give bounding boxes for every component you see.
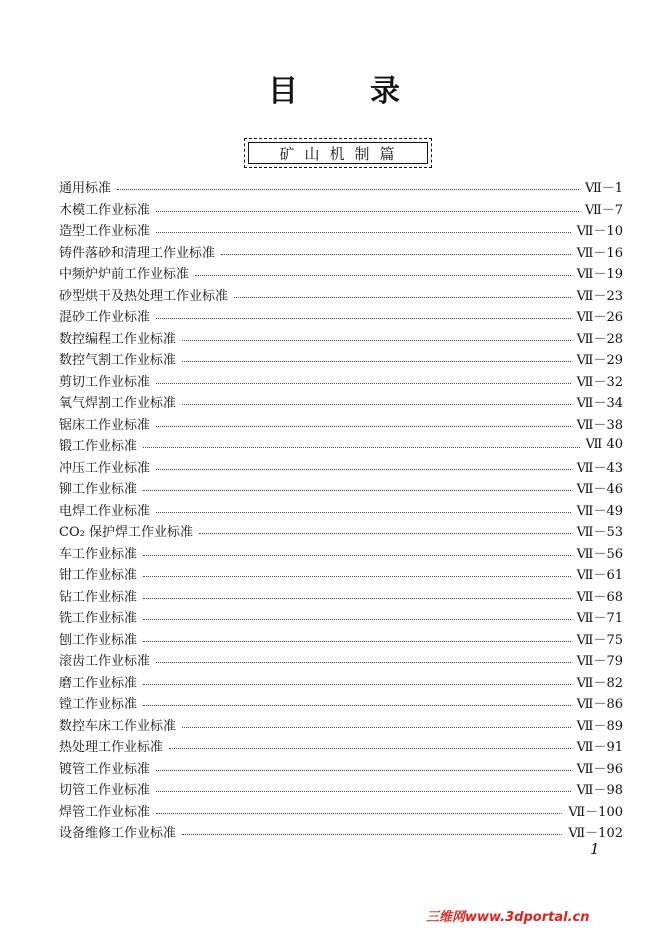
toc-entry-page: Ⅶ－28 xyxy=(576,331,623,347)
toc-entry-label: 氧气焊割工作业标准 xyxy=(59,396,177,412)
toc-entry-page: Ⅶ－32 xyxy=(576,374,623,390)
toc-entry[interactable] xyxy=(59,434,623,456)
dot-leader xyxy=(156,383,571,384)
toc-entry-label: 钻工作业标准 xyxy=(59,589,138,605)
toc-entry[interactable] xyxy=(59,735,623,757)
toc-entry-label: 木模工作业标准 xyxy=(59,202,151,218)
dot-leader xyxy=(143,555,571,556)
dot-leader xyxy=(117,189,579,190)
dot-leader xyxy=(234,297,571,298)
toc-entry-page: Ⅶ－26 xyxy=(576,310,623,326)
toc-entry[interactable] xyxy=(59,413,623,435)
dot-leader xyxy=(221,254,571,255)
toc-entry-page: Ⅶ－75 xyxy=(576,632,623,648)
toc-entry[interactable] xyxy=(59,585,623,607)
toc-entry[interactable] xyxy=(59,305,623,327)
toc-entry[interactable] xyxy=(59,284,623,306)
toc-entry-label: 车工作业标准 xyxy=(59,546,138,562)
toc-entry[interactable] xyxy=(59,370,623,392)
dot-leader xyxy=(182,727,571,728)
dot-leader xyxy=(169,748,571,749)
toc-entry-page: Ⅶ－19 xyxy=(576,267,623,283)
toc-entry-label: 热处理工作业标准 xyxy=(59,740,164,756)
dot-leader xyxy=(156,211,579,212)
toc-entry[interactable] xyxy=(59,671,623,693)
page-number: 1 xyxy=(590,840,600,858)
toc-entry-page: Ⅶ－34 xyxy=(576,396,623,412)
toc-entry-page: Ⅶ－68 xyxy=(576,589,623,605)
toc-entry-page: Ⅶ－23 xyxy=(576,288,623,304)
toc-entry-page: Ⅶ－91 xyxy=(576,740,623,756)
dot-leader xyxy=(156,662,571,663)
toc-entry-page: Ⅶ－43 xyxy=(576,460,623,476)
dot-leader xyxy=(182,404,571,405)
toc-entry[interactable] xyxy=(59,198,623,220)
table-of-contents xyxy=(59,176,623,843)
toc-entry[interactable] xyxy=(59,757,623,779)
toc-entry[interactable] xyxy=(59,348,623,370)
toc-entry-page: Ⅶ－10 xyxy=(576,224,623,240)
toc-entry-label: 铣工作业标准 xyxy=(59,611,138,627)
toc-entry-label: 锯床工作业标准 xyxy=(59,417,151,433)
toc-entry-label: 通用标准 xyxy=(59,181,112,197)
toc-entry[interactable] xyxy=(59,499,623,521)
title-char-1: 目 xyxy=(268,74,300,109)
dot-leader xyxy=(182,361,571,362)
toc-entry[interactable] xyxy=(59,262,623,284)
toc-entry-page: Ⅶ－79 xyxy=(576,654,623,670)
page-title xyxy=(0,66,670,110)
toc-entry-label: 钳工作业标准 xyxy=(59,568,138,584)
toc-entry[interactable] xyxy=(59,176,623,198)
dot-leader xyxy=(156,232,571,233)
dot-leader xyxy=(182,834,562,835)
toc-entry-page: Ⅶ－1 xyxy=(584,181,623,197)
dot-leader xyxy=(156,770,571,771)
toc-entry[interactable] xyxy=(59,563,623,585)
toc-entry-page: Ⅶ－16 xyxy=(576,245,623,261)
toc-entry-page: Ⅶ－46 xyxy=(576,482,623,498)
toc-entry-label: 焊管工作业标准 xyxy=(59,804,151,820)
dot-leader xyxy=(143,619,571,620)
toc-entry-label: 数控编程工作业标准 xyxy=(59,331,177,347)
dot-leader xyxy=(143,684,571,685)
title-char-2: 录 xyxy=(370,74,402,109)
toc-entry[interactable] xyxy=(59,628,623,650)
toc-entry-page: Ⅶ－98 xyxy=(576,783,623,799)
toc-entry-label: 刨工作业标准 xyxy=(59,632,138,648)
toc-entry-label: 数控气割工作业标准 xyxy=(59,353,177,369)
toc-entry[interactable] xyxy=(59,692,623,714)
toc-entry[interactable] xyxy=(59,714,623,736)
toc-entry-page: Ⅶ－7 xyxy=(584,202,623,218)
toc-entry[interactable] xyxy=(59,456,623,478)
dot-leader xyxy=(199,533,571,534)
toc-entry-page: Ⅶ－53 xyxy=(576,525,623,541)
toc-entry-label: 锻工作业标准 xyxy=(59,439,138,455)
toc-entry-label: CO₂ 保护焊工作业标准 xyxy=(59,525,193,541)
dot-leader xyxy=(195,275,571,276)
toc-entry[interactable] xyxy=(59,800,623,822)
watermark: 三维网www.3dportal.cn xyxy=(426,910,590,925)
toc-entry-label: 造型工作业标准 xyxy=(59,224,151,240)
dot-leader xyxy=(156,813,562,814)
toc-entry-page: Ⅶ－29 xyxy=(576,353,623,369)
toc-entry-label: 切管工作业标准 xyxy=(59,783,151,799)
toc-entry[interactable] xyxy=(59,778,623,800)
toc-entry-page: Ⅶ－38 xyxy=(576,417,623,433)
toc-entry-page: Ⅶ－86 xyxy=(576,697,623,713)
toc-entry-label: 冲压工作业标准 xyxy=(59,460,151,476)
toc-entry-label: 设备维修工作业标准 xyxy=(59,826,177,842)
toc-entry[interactable] xyxy=(59,327,623,349)
dot-leader xyxy=(143,598,571,599)
toc-entry[interactable] xyxy=(59,821,623,843)
toc-entry-page: Ⅶ－61 xyxy=(576,568,623,584)
toc-entry[interactable] xyxy=(59,520,623,542)
toc-entry-label: 铸件落砂和清理工作业标准 xyxy=(59,245,216,261)
dot-leader xyxy=(156,512,571,513)
toc-entry-label: 镗工作业标准 xyxy=(59,697,138,713)
toc-entry-label: 镀管工作业标准 xyxy=(59,761,151,777)
section-heading-box xyxy=(244,138,432,168)
toc-entry[interactable] xyxy=(59,219,623,241)
toc-entry-label: 滚齿工作业标准 xyxy=(59,654,151,670)
toc-entry-label: 磨工作业标准 xyxy=(59,675,138,691)
toc-entry-page: Ⅶ－56 xyxy=(576,546,623,562)
toc-entry-page: Ⅶ 40 xyxy=(585,437,623,453)
toc-entry[interactable] xyxy=(59,649,623,671)
dot-leader xyxy=(143,705,571,706)
dot-leader xyxy=(143,447,580,448)
toc-entry[interactable] xyxy=(59,391,623,413)
toc-entry-page: Ⅶ－82 xyxy=(576,675,623,691)
toc-entry-page: Ⅶ－96 xyxy=(576,761,623,777)
toc-entry[interactable] xyxy=(59,241,623,263)
toc-entry-label: 混砂工作业标准 xyxy=(59,310,151,326)
toc-entry-page: Ⅶ－71 xyxy=(576,611,623,627)
dot-leader xyxy=(156,318,571,319)
toc-entry[interactable] xyxy=(59,542,623,564)
dot-leader xyxy=(156,469,571,470)
toc-entry-label: 数控车床工作业标准 xyxy=(59,718,177,734)
toc-entry[interactable] xyxy=(59,477,623,499)
toc-entry-label: 电焊工作业标准 xyxy=(59,503,151,519)
toc-entry-label: 砂型烘干及热处理工作业标准 xyxy=(59,288,229,304)
toc-entry[interactable] xyxy=(59,606,623,628)
toc-entry-label: 中频炉炉前工作业标准 xyxy=(59,267,190,283)
toc-entry-page: Ⅶ－102 xyxy=(568,826,623,842)
toc-entry-page: Ⅶ－49 xyxy=(576,503,623,519)
section-heading: 矿山机制篇 xyxy=(248,142,428,164)
dot-leader xyxy=(143,576,571,577)
dot-leader xyxy=(156,791,571,792)
toc-entry-page: Ⅶ－100 xyxy=(568,804,623,820)
dot-leader xyxy=(143,490,571,491)
toc-entry-label: 铆工作业标准 xyxy=(59,482,138,498)
toc-entry-page: Ⅶ－89 xyxy=(576,718,623,734)
dot-leader xyxy=(143,641,571,642)
toc-entry-label: 剪切工作业标准 xyxy=(59,374,151,390)
dot-leader xyxy=(182,340,571,341)
dot-leader xyxy=(156,426,571,427)
